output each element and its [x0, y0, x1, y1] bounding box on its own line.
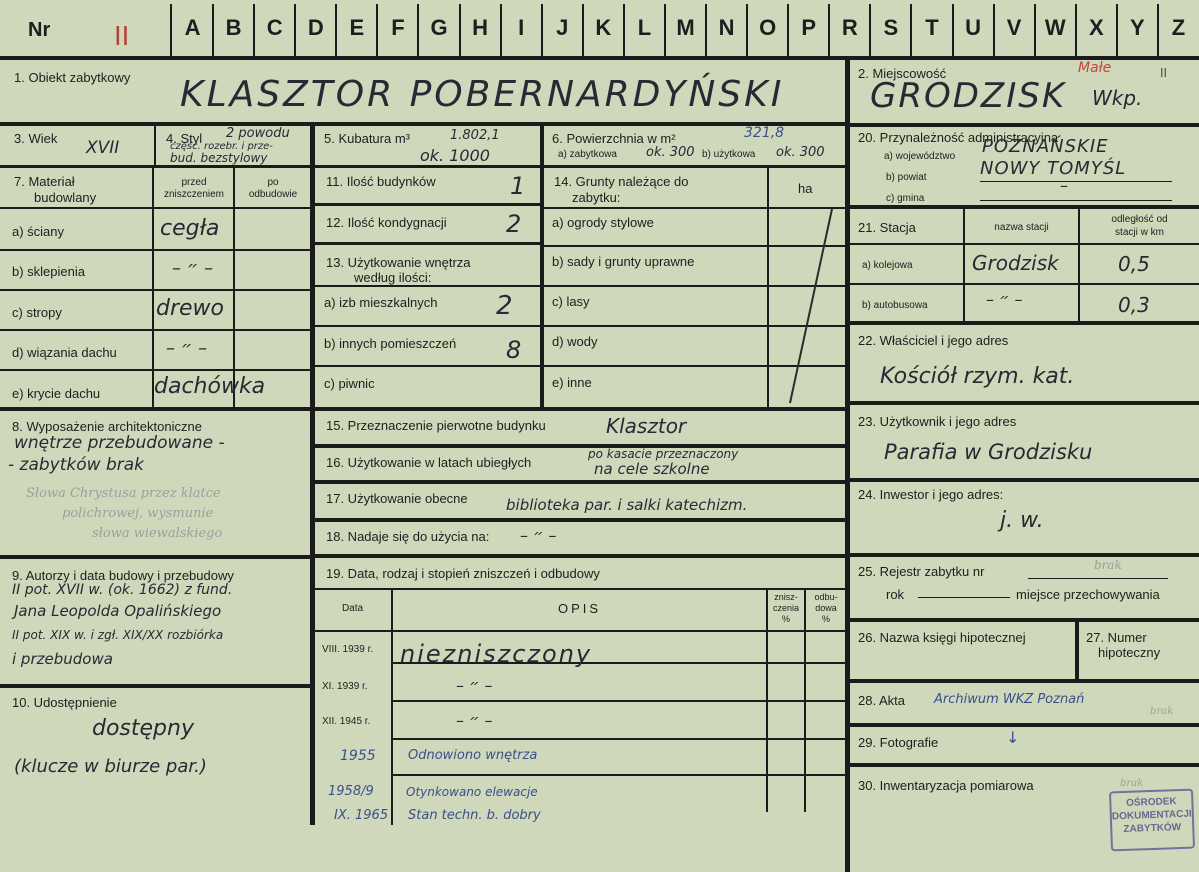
f14-ha-divider	[767, 167, 769, 408]
letter-cell: M	[676, 15, 695, 40]
letter-cell: O	[759, 15, 777, 40]
letter-divider	[828, 4, 830, 56]
f3-f4-divider	[154, 125, 156, 166]
f22-bottom-line	[848, 401, 1199, 405]
nr-label: Nr	[28, 19, 51, 41]
f2-value: GRODZISK	[870, 76, 1067, 116]
f11-label: 11. Ilość budynków	[326, 174, 436, 189]
f19-col-date: Data	[341, 603, 364, 614]
f7-row-value-b: – ״ –	[172, 258, 214, 279]
f30-value: brak	[1120, 778, 1144, 789]
f21-col-dist-2: stacji w km	[1115, 227, 1164, 238]
f28-bottom-line	[848, 723, 1199, 727]
f28-label: 28. Akta	[858, 693, 905, 708]
f29-value: ↓	[1006, 728, 1020, 747]
f20-c-value: –	[1060, 176, 1068, 195]
f20-a-value: POZNAŃSKIE	[982, 136, 1109, 157]
f20-gmina-line	[980, 200, 1172, 201]
f7-row-line-e	[0, 369, 311, 371]
f13-header-line	[312, 285, 542, 287]
f19-row-date-0: VIII. 1939 r.	[322, 644, 374, 655]
f23-bottom-line	[848, 478, 1199, 482]
f14-label-1: 14. Grunty należące do	[554, 174, 689, 189]
letter-divider	[952, 4, 954, 56]
f15-value: Klasztor	[606, 414, 687, 438]
f8-bottom-line	[0, 555, 312, 559]
f16-value-2: na cele szkolne	[594, 460, 710, 478]
letter-cell: R	[841, 15, 858, 40]
letter-divider	[459, 4, 461, 56]
f17-value: biblioteka par. i salki katechizm.	[506, 496, 748, 514]
letter-divider	[376, 4, 378, 56]
f7-row-value-c: drewo	[156, 296, 224, 321]
f7-label-1: 7. Materiał	[14, 174, 75, 189]
f5-value-1: 1.802,1	[450, 128, 500, 143]
f14-row-e: e) inne	[552, 375, 592, 390]
letter-cell: F	[391, 15, 405, 40]
letter-divider	[417, 4, 419, 56]
f14-label-2: zabytku:	[572, 190, 621, 205]
row-line-2	[0, 165, 846, 168]
f4-value-3: bud. bezstylowy	[170, 151, 268, 165]
f19-date-col-line	[391, 590, 393, 825]
f7-row-value-d: – ״ –	[166, 338, 208, 359]
f29-label: 29. Fotografie	[858, 735, 939, 750]
f7-label-2: budowlany	[34, 190, 97, 205]
letter-divider	[582, 4, 584, 56]
f23-value: Parafia w Grodzisku	[884, 440, 1093, 464]
letter-divider	[1034, 4, 1036, 56]
f13-b-value: 8	[506, 336, 522, 364]
f7-col-after-1: po	[267, 177, 279, 188]
f10-label: 10. Udostępnienie	[12, 695, 117, 710]
f1-value: KLASZTOR POBERNARDYŃSKI	[180, 74, 785, 115]
f12-label: 12. Ilość kondygnacji	[326, 215, 447, 230]
f18-label: 18. Nadaje się do użycia na:	[326, 529, 490, 544]
f20-b-value: NOWY TOMYŚL	[980, 158, 1127, 179]
letter-divider	[541, 4, 543, 56]
f9-value-2: Jana Leopolda Opalińskiego	[14, 602, 222, 620]
f6-b-label: b) użytkowa	[702, 149, 756, 160]
f21-b-name: – ״ –	[986, 290, 1023, 309]
f27-label-2: hipoteczny	[1098, 645, 1161, 660]
f9-value-4: i przebudowa	[12, 650, 113, 668]
f17-bottom-line	[314, 518, 846, 522]
letter-cell: A	[184, 15, 201, 40]
f19-row-opis-3: Odnowiono wnętrza	[408, 748, 538, 763]
f4-label: 4. Styl	[166, 131, 203, 146]
f2-roman: II	[1160, 66, 1168, 80]
f4-value-2: częśc. rozebr. i prze-	[170, 141, 273, 152]
f19-label: 19. Data, rodzaj i stopień zniszczeń i odbudowy	[326, 566, 600, 581]
letter-divider	[1075, 4, 1077, 56]
f25-rok-line	[918, 597, 1010, 598]
f2-correction: Małe	[1078, 60, 1112, 76]
f20-powiat-line	[980, 181, 1172, 182]
f8-faded-2: polichrowej, wysmunie	[62, 506, 214, 521]
f19-row-line-4	[393, 774, 845, 776]
f16-bottom-line	[314, 480, 846, 484]
stamp-line-3: ZABYTKÓW	[1123, 821, 1182, 835]
f6-a-label: a) zabytkowa	[558, 149, 617, 160]
right-column-divider	[845, 60, 850, 872]
f7-row-line-d	[0, 329, 311, 331]
f6-value-top: 321,8	[744, 125, 785, 141]
f10-value-2: (klucze w biurze par.)	[14, 756, 207, 777]
stamp-line-2: DOKUMENTACJI	[1111, 808, 1192, 823]
f21-label: 21. Stacja	[858, 220, 916, 235]
f22-value: Kościół rzym. kat.	[880, 364, 1075, 389]
letter-cell: N	[718, 15, 735, 40]
f7-row-line-c	[0, 289, 311, 291]
letter-cell: W	[1044, 15, 1066, 40]
f7-row-label-b: b) sklepienia	[12, 264, 85, 279]
f22-label: 22. Właściciel i jego adres	[858, 333, 1009, 348]
f19-col-o2: dowa	[815, 603, 837, 613]
f16-value-1: po kasacie przeznaczony	[588, 447, 739, 461]
f19-col-o1: odbu-	[814, 592, 838, 602]
f7-row-value-e: dachówka	[154, 374, 266, 399]
stamp-line-1: OŚRODEK	[1125, 796, 1177, 809]
f8-faded-1: Słowa Chrystusa przez klatce	[26, 486, 221, 501]
f8-value-2: - zabytków brak	[8, 455, 144, 475]
f20-bottom-line	[848, 205, 1199, 209]
f19-row-opis-1: – ״ –	[456, 676, 493, 695]
letter-cell: S	[883, 15, 899, 40]
f2-bottom-line	[848, 123, 1199, 127]
f14-ha: ha	[798, 181, 813, 196]
letter-divider	[869, 4, 871, 56]
f21-bottom-line	[848, 321, 1199, 325]
f26-label: 26. Nazwa księgi hipotecznej	[858, 630, 1026, 645]
letter-divider	[335, 4, 337, 56]
f19-row-line-2	[393, 700, 845, 702]
f25-rok-label: rok	[886, 587, 905, 602]
f25-label: 25. Rejestr zabytku nr	[858, 564, 985, 579]
f5-value-2: ok. 1000	[420, 146, 490, 165]
letter-cell: B	[225, 15, 242, 40]
f19-row-opis-4: Otynkowano elewacje	[406, 785, 538, 799]
letter-cell: Y	[1130, 15, 1145, 40]
f19-row-line-3	[393, 738, 845, 740]
f19-row-date-4: 1958/9	[328, 784, 374, 799]
f4-value-1: 2 powodu	[226, 126, 290, 141]
f7-row-label-a: a) ściany	[12, 224, 65, 239]
letter-divider	[212, 4, 214, 56]
letter-cell: P	[801, 15, 817, 40]
f13-label-2: według ilości:	[354, 270, 432, 285]
f14-row-d: d) wody	[552, 334, 598, 349]
f15-label: 15. Przeznaczenie pierwotne budynku	[326, 418, 546, 433]
f18-value: – ״ –	[520, 526, 557, 545]
f9-label: 9. Autorzy i data budowy i przebudowy	[12, 568, 234, 583]
f7-col-before-2: zniszczeniem	[163, 189, 225, 200]
letter-cell: G	[430, 15, 448, 40]
f11-value: 1	[510, 172, 526, 200]
letter-cell: U	[965, 15, 981, 40]
f19-col-z3: %	[781, 614, 790, 624]
letter-cell: C	[266, 15, 283, 40]
f19-col-o3: %	[821, 614, 830, 624]
row-line-3	[0, 407, 846, 411]
f19-row-opis-5: Stan techn. b. dobry	[408, 808, 541, 823]
letter-divider	[787, 4, 789, 56]
f13-row-line-a	[312, 325, 542, 327]
f24-value: j. w.	[1000, 508, 1044, 533]
f21-b-label: b) autobusowa	[862, 300, 928, 311]
f9-value-3: II pot. XIX w. i zgł. XIX/XX rozbiórka	[12, 628, 224, 642]
f21-header-line	[850, 243, 1199, 245]
f21-row-line	[850, 283, 1199, 285]
f7-row-label-e: e) krycie dachu	[12, 386, 101, 401]
f6-b-value: ok. 300	[776, 145, 825, 160]
f9-bottom-line	[0, 684, 312, 688]
f19-row-date-2: XII. 1945 r.	[322, 716, 371, 727]
f20-label: 20. Przynależność administracyjna	[858, 130, 1059, 145]
f14-cross-out-line	[770, 205, 845, 409]
letter-divider	[705, 4, 707, 56]
f7-row-value-a: cegła	[160, 216, 220, 241]
letter-cell: D	[307, 15, 324, 40]
f2-label: 2. Miejscowość	[858, 66, 947, 81]
f20-c-label: c) gmina	[886, 193, 925, 204]
letter-cell: J	[556, 15, 569, 40]
letter-cell: V	[1006, 15, 1022, 40]
f19-row-date-1: XI. 1939 r.	[322, 681, 368, 692]
f25-nr-line	[1028, 578, 1168, 579]
f29-bottom-line	[848, 763, 1199, 767]
f11-bottom-line	[312, 203, 542, 206]
letter-divider	[746, 4, 748, 56]
f18-bottom-line	[314, 554, 846, 558]
letter-cell: X	[1088, 15, 1104, 40]
f20-b-label: b) powiat	[886, 172, 927, 183]
f28-note: brak	[1150, 706, 1174, 717]
f27-label-1: 27. Numer	[1086, 630, 1147, 645]
f19-col-z2: czenia	[772, 603, 799, 613]
f24-bottom-line	[848, 553, 1199, 557]
f21-col-dist-1: odległość od	[1111, 214, 1168, 225]
letter-divider	[623, 4, 625, 56]
f25-miejsce-label: miejsce przechowywania	[1016, 587, 1160, 602]
letter-divider	[993, 4, 995, 56]
f7-row-line-a	[0, 207, 311, 209]
f3-value: XVII	[86, 138, 120, 158]
f7-col-before-1: przed	[181, 177, 207, 188]
f25-bottom-line	[848, 618, 1199, 622]
letter-divider	[1116, 4, 1118, 56]
letter-cell: E	[349, 15, 365, 40]
f20-a-label: a) województwo	[884, 151, 956, 162]
letter-divider	[664, 4, 666, 56]
f12-bottom-line	[312, 242, 542, 245]
f24-label: 24. Inwestor i jego adres:	[858, 487, 1004, 502]
f1-label: 1. Obiekt zabytkowy	[14, 70, 131, 85]
f5-label: 5. Kubatura m³	[324, 131, 410, 146]
f9-value-1: II pot. XVII w. (ok. 1662) z fund.	[12, 582, 233, 598]
f12-value: 2	[506, 210, 522, 238]
f21-a-name: Grodzisk	[972, 251, 1059, 275]
f19-row-opis-0: niezniszczony	[400, 640, 593, 668]
f3-label: 3. Wiek	[14, 131, 58, 146]
f14-row-c: c) lasy	[552, 294, 590, 309]
f30-label: 30. Inwentaryzacja pomiarowa	[858, 778, 1034, 793]
f17-label: 17. Użytkowanie obecne	[326, 491, 468, 506]
f13-c-label: c) piwnic	[324, 376, 375, 391]
f13-a-label: a) izb mieszkalnych	[324, 295, 438, 310]
letter-divider	[910, 4, 912, 56]
letter-cell: L	[637, 15, 652, 40]
f7-row-line-b	[0, 249, 311, 251]
f21-a-label: a) kolejowa	[862, 260, 913, 271]
f2-suffix: Wkp.	[1092, 86, 1143, 110]
letter-divider	[1157, 4, 1159, 56]
f13-b-label: b) innych pomieszczeń	[324, 336, 457, 351]
f13-row-line-b	[312, 365, 542, 367]
f6-a-value: ok. 300	[646, 145, 695, 160]
f15-bottom-line	[314, 444, 846, 448]
f19-col-opis: OPIS	[557, 601, 602, 616]
f7-col-after-2: odbudowie	[248, 189, 298, 200]
f14-row-a: a) ogrody stylowe	[552, 215, 654, 230]
row-line-1	[0, 122, 846, 126]
f21-b-dist: 0,3	[1118, 293, 1150, 317]
f25-value: brak	[1094, 558, 1122, 572]
f28-value: Archiwum WKZ Poznań	[934, 692, 1085, 707]
f23-label: 23. Użytkownik i jego adres	[858, 414, 1017, 429]
letter-cell: K	[595, 15, 612, 40]
f19-col-z1: znisz-	[774, 592, 798, 602]
f10-value-1: dostępny	[92, 716, 194, 741]
letter-divider	[500, 4, 502, 56]
f8-faded-3: słowa wiewalskiego	[92, 526, 223, 541]
f13-label-1: 13. Użytkowanie wnętrza	[326, 255, 471, 270]
f8-label: 8. Wyposażenie architektoniczne	[12, 419, 202, 434]
f21-col-name: nazwa stacji	[994, 222, 1049, 233]
f27-bottom-line	[848, 679, 1199, 683]
letter-cell: Z	[1171, 15, 1186, 40]
f13-a-value: 2	[496, 291, 513, 321]
f19-row-date-3: 1955	[340, 748, 376, 764]
archive-stamp	[1109, 789, 1195, 852]
f19-row-opis-2: – ״ –	[456, 711, 493, 730]
f14-row-b: b) sady i grunty uprawne	[552, 254, 695, 269]
f21-a-dist: 0,5	[1118, 252, 1150, 276]
f7-col-line-2	[233, 167, 235, 408]
nr-value: II	[114, 22, 130, 52]
f16-label: 16. Użytkowanie w latach ubiegłych	[326, 455, 532, 470]
f26-f27-divider	[1075, 620, 1079, 680]
f7-row-label-c: c) stropy	[12, 305, 62, 320]
letter-cell: T	[925, 15, 939, 40]
letter-divider	[294, 4, 296, 56]
letter-cell: H	[472, 15, 489, 40]
f6-label: 6. Powierzchnia w m²	[552, 131, 676, 146]
f19-row-date-5: IX. 1965	[334, 808, 389, 823]
header-bottom-line	[0, 56, 1199, 60]
letter-cell: I	[518, 15, 525, 40]
f7-row-label-d: d) wiązania dachu	[12, 345, 117, 360]
left-column-divider	[310, 125, 315, 825]
f8-value-1: wnętrze przebudowane -	[14, 433, 225, 453]
letter-divider	[253, 4, 255, 56]
f7-col-line-1	[152, 167, 154, 408]
